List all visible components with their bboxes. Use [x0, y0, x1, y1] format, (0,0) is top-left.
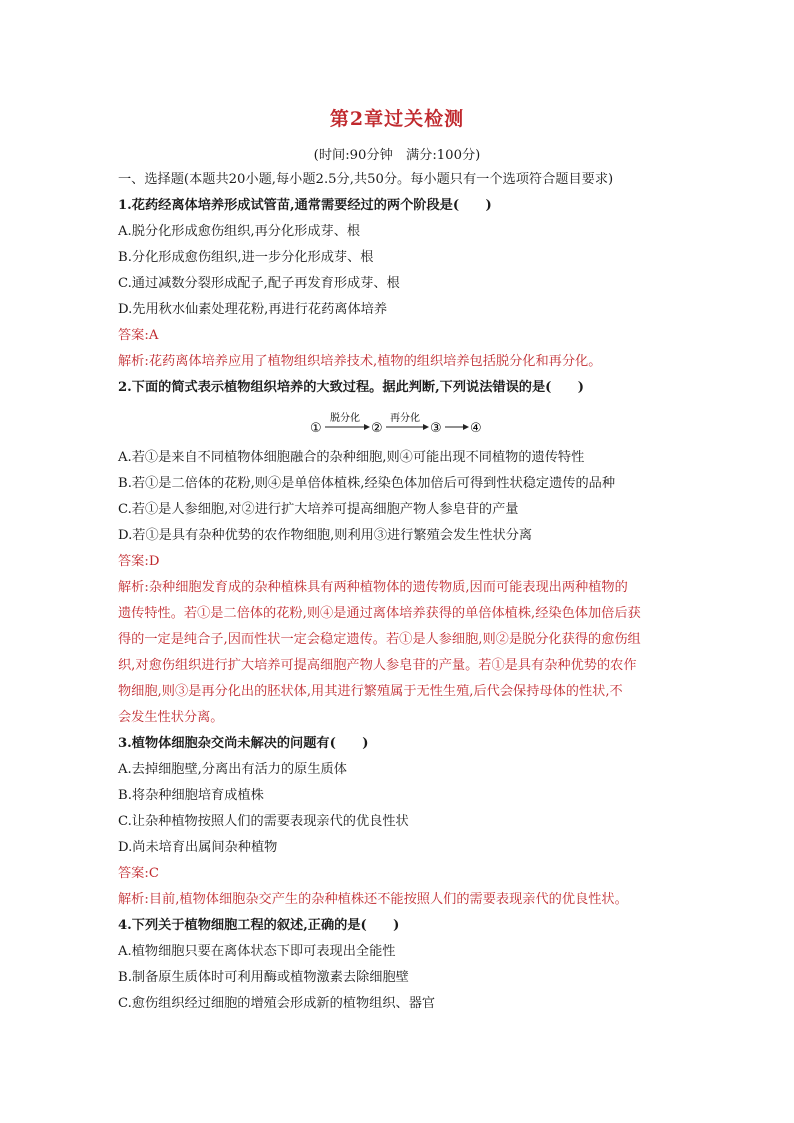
question-1-stem: 1.花药经离体培养形成试管苗,通常需要经过的两个阶段是( )	[118, 198, 492, 213]
question-3-option-a: A.去掉细胞壁,分离出有活力的原生质体	[118, 762, 347, 777]
process-flow-diagram	[310, 412, 490, 440]
question-2-analysis-line: 织,对愈伤组织进行扩大培养可提高细胞产物人参皂苷的产量。若①是具有杂种优势的农作	[118, 658, 637, 673]
question-1-answer: 答案:A	[118, 328, 159, 343]
question-4-option-b: B.制备原生质体时可利用酶或植物激素去除细胞壁	[118, 970, 409, 985]
flow-node-2: ②	[371, 421, 383, 436]
question-1-option-a: A.脱分化形成愈伤组织,再分化形成芽、根	[118, 224, 361, 239]
question-1-option-d: D.先用秋水仙素处理花粉,再进行花药离体培养	[118, 302, 388, 317]
question-3-answer: 答案:C	[118, 866, 159, 881]
question-4-option-c: C.愈伤组织经过细胞的增殖会形成新的植物组织、器官	[118, 996, 436, 1011]
flow-label-dedifferentiation: 脱分化	[330, 413, 360, 424]
question-2-option-b: B.若①是二倍体的花粉,则④是单倍体植株,经染色体加倍后可得到性状稳定遗传的品种	[118, 476, 616, 491]
question-3-option-b: B.将杂种细胞培育成植株	[118, 788, 264, 803]
question-3-option-d: D.尚未培育出属间杂种植物	[118, 840, 278, 855]
question-3-stem: 3.植物体细胞杂交尚未解决的问题有( )	[118, 736, 369, 751]
page-subtitle: (时间:90分钟 满分:100分)	[313, 148, 481, 163]
question-4-stem: 4.下列关于植物细胞工程的叙述,正确的是( )	[118, 918, 400, 933]
flow-arrowhead-2	[423, 424, 429, 430]
flow-node-4: ④	[470, 421, 482, 436]
question-1-analysis: 解析:花药离体培养应用了植物组织培养技术,植物的组织培养包括脱分化和再分化。	[118, 354, 602, 369]
question-3-option-c: C.让杂种植物按照人们的需要表现亲代的优良性状	[118, 814, 409, 829]
page-title: 第2章过关检测	[329, 108, 465, 130]
flow-node-3: ③	[430, 421, 442, 436]
question-2-option-d: D.若①是具有杂种优势的农作物细胞,则利用③进行繁殖会发生性状分离	[118, 528, 533, 543]
flow-arrowhead-3	[463, 424, 469, 430]
question-3-analysis: 解析:目前,植物体细胞杂交产生的杂种植株还不能按照人们的需要表现亲代的优良性状。	[118, 892, 628, 907]
flow-label-redifferentiation: 再分化	[390, 413, 420, 424]
question-2-option-a: A.若①是来自不同植物体细胞融合的杂种细胞,则④可能出现不同植物的遗传特性	[118, 450, 585, 465]
question-2-answer: 答案:D	[118, 554, 160, 569]
section-heading: 一、选择题(本题共20小题,每小题2.5分,共50分。每小题只有一个选项符合题目要求)	[118, 172, 614, 187]
question-2-analysis-line: 遗传特性。若①是二倍体的花粉,则④是通过离体培养获得的单倍体植株,经染色体加倍后获	[118, 606, 641, 621]
question-2-analysis-line: 会发生性状分离。	[118, 710, 224, 725]
question-4-option-a: A.植物细胞只要在离体状态下即可表现出全能性	[118, 944, 396, 959]
question-2-analysis-line: 解析:杂种细胞发育成的杂种植株具有两种植物体的遗传物质,因而可能表现出两种植物的	[118, 580, 628, 595]
flow-node-1: ①	[310, 421, 322, 436]
question-2-stem: 2.下面的简式表示植物组织培养的大致过程。据此判断,下列说法错误的是( )	[118, 380, 585, 395]
question-2-analysis-line: 物细胞,则③是再分化出的胚状体,用其进行繁殖属于无性生殖,后代会保持母体的性状,不	[118, 684, 623, 699]
question-1-option-b: B.分化形成愈伤组织,进一步分化形成芽、根	[118, 250, 374, 265]
question-2-analysis-line: 得的一定是纯合子,因而性状一定会稳定遗传。若①是人参细胞,则②是脱分化获得的愈伤组	[118, 632, 641, 647]
question-2-option-c: C.若①是人参细胞,对②进行扩大培养可提高细胞产物人参皂苷的产量	[118, 502, 519, 517]
flow-arrowhead-1	[364, 424, 370, 430]
question-1-option-c: C.通过减数分裂形成配子,配子再发育形成芽、根	[118, 276, 400, 291]
